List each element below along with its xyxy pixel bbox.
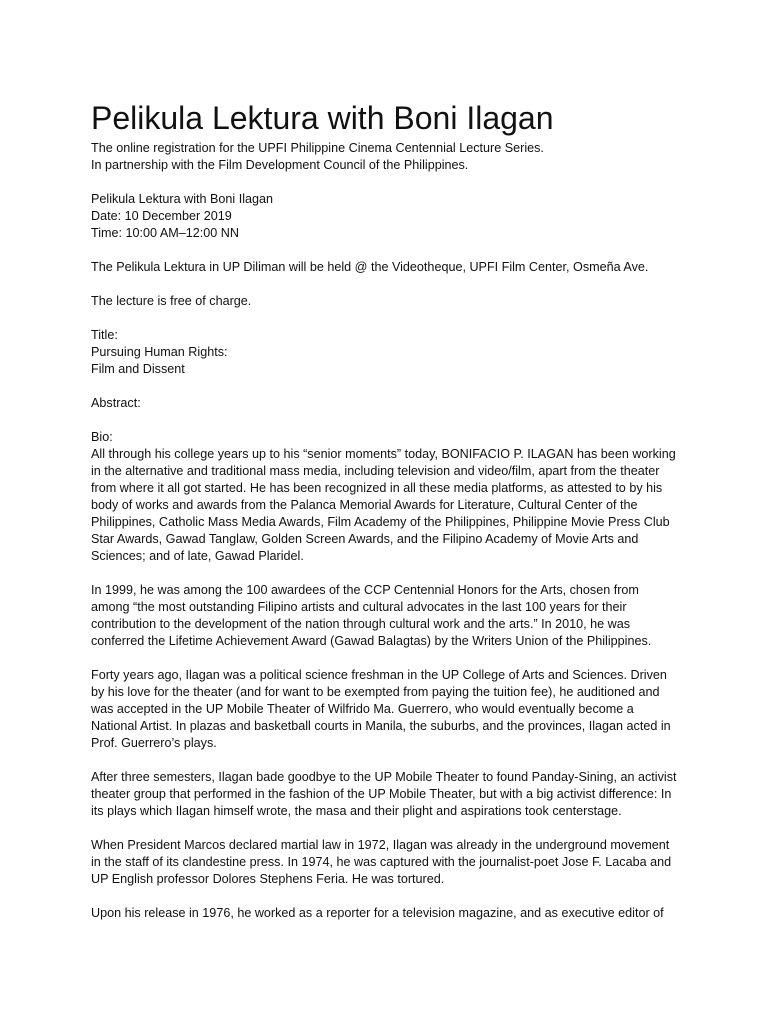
title-label: Title: [91,328,118,342]
bio-line: National Artist. In plazas and basketball courts in Manila, the suburbs, and the provinces, Ilagan acted in [91,719,671,733]
bio-paragraph [91,582,691,650]
bio-line: was accepted in the UP Mobile Theater of Wilfrido Ma. Guerrero, who would eventually become a [91,702,634,716]
bio-line: by his love for the theater (and for want to be exempted from paying the tuition fee), he auditioned and [91,685,660,699]
bio-paragraph [91,446,691,565]
bio-line: UP English professor Dolores Stephens Feria. He was tortured. [91,872,445,886]
bio-line: Prof. Guerrero’s plays. [91,736,217,750]
abstract-label: Abstract: [91,396,141,410]
venue-text: The Pelikula Lektura in UP Diliman will be held @ the Videotheque, UPFI Film Center, Osmeña Ave. [91,260,649,274]
spacer [91,378,691,395]
bio-line: among “the most outstanding Filipino artists and cultural advocates in the last 100 years for their [91,600,627,614]
spacer [91,752,691,769]
bio-line: from where it all got started. He has been recognized in all these media platforms, as attested to by his [91,481,663,495]
bio-paragraph [91,837,691,888]
bio-paragraph [91,905,691,922]
event-time: Time: 10:00 AM–12:00 NN [91,226,239,240]
bio-line: theater group that performed in the fashion of the UP Mobile Theater, but with a big activist difference: In [91,787,672,801]
bio-paragraph [91,667,691,752]
bio-line: contribution to the development of the nation through cultural work and the arts.” In 2010, he was [91,617,631,631]
bio-line: After three semesters, Ilagan bade goodbye to the UP Mobile Theater to found Panday-Sining, an activist [91,770,677,784]
bio-line: Star Awards, Gawad Tanglaw, Golden Screen Awards, and the Filipino Academy of Movie Arts and [91,532,639,546]
spacer [91,888,691,905]
bio-line: When President Marcos declared martial law in 1972, Ilagan was already in the underground movement [91,838,670,852]
bio-line: Philippines, Catholic Mass Media Awards, Film Academy of the Philippines, Philippine Movie Press Club [91,515,670,529]
spacer [91,820,691,837]
intro-line: The online registration for the UPFI Philippine Cinema Centennial Lecture Series. [91,141,544,155]
intro-line: In partnership with the Film Development Council of the Philippines. [91,158,469,172]
spacer [91,276,691,293]
spacer [91,242,691,259]
bio-line: in the alternative and traditional mass media, including television and video/film, apart from the theater [91,464,660,478]
spacer [91,650,691,667]
bio-line: Sciences; and of late, Gawad Plaridel. [91,549,304,563]
bio-line: conferred the Lifetime Achievement Award (Gawad Balagtas) by the Writers Union of the Philippines. [91,634,652,648]
event-date: Date: 10 December 2019 [91,209,232,223]
bio-line: body of works and awards from the Palanca Memorial Awards for Literature, Cultural Center of the [91,498,638,512]
document-page [91,100,691,922]
spacer [91,174,691,191]
bio-line: All through his college years up to his “senior moments” today, BONIFACIO P. ILAGAN has been working [91,447,676,461]
spacer [91,565,691,582]
bio-line: in the staff of its clandestine press. In 1974, he was captured with the journalist-poet Jose F. Lacaba and [91,855,672,869]
bio-line: In 1999, he was among the 100 awardees of the CCP Centennial Honors for the Arts, chosen from [91,583,639,597]
bio-line: Upon his release in 1976, he worked as a reporter for a television magazine, and as executive editor of [91,906,664,920]
bio-label: Bio: [91,430,113,444]
bio-paragraph [91,769,691,820]
bio-line: Forty years ago, Ilagan was a political science freshman in the UP College of Arts and Sciences. Driven [91,668,667,682]
event-name: Pelikula Lektura with Boni Ilagan [91,192,274,206]
page-title: Pelikula Lektura with Boni Ilagan [91,100,554,136]
lecture-title-line: Film and Dissent [91,362,185,376]
spacer [91,310,691,327]
bio-line: its plays which Ilagan himself wrote, the masa and their plight and aspirations took centerstage. [91,804,622,818]
spacer [91,412,691,429]
fee-text: The lecture is free of charge. [91,294,252,308]
lecture-title-line: Pursuing Human Rights: [91,345,228,359]
